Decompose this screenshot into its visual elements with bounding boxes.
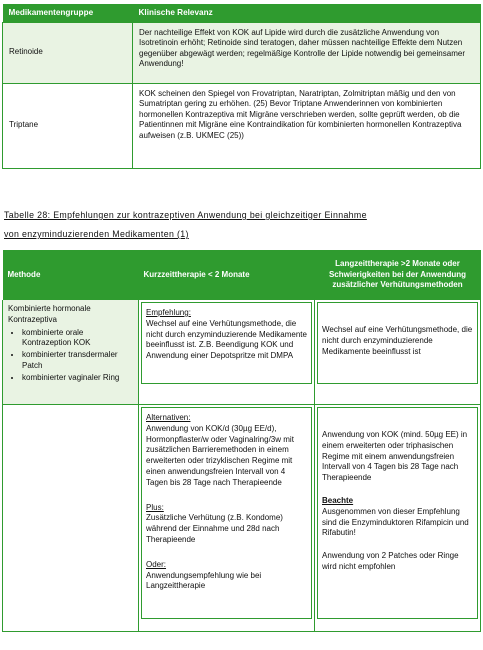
method-cell bbox=[3, 300, 139, 405]
table-caption bbox=[4, 206, 482, 244]
caption-line-2: von enzyminduzierenden Medikamenten (1) bbox=[4, 229, 189, 239]
group-cell: Triptane bbox=[3, 83, 133, 168]
oder-text: Anwendungsempfehlung wie bei Langzeittherapie bbox=[146, 570, 262, 591]
long-term-cell bbox=[315, 300, 481, 405]
plus-heading: Plus: bbox=[146, 502, 164, 512]
list-item: • kombinierte orale Kontrazeption KOK bbox=[22, 328, 133, 350]
table-row bbox=[3, 83, 481, 168]
list-item: • kombinierter vaginaler Ring bbox=[22, 373, 133, 384]
list-item: • kombinierter transdermaler Patch bbox=[22, 350, 133, 372]
long-term-text: Wechsel auf eine Verhütungsmethode, die nicht durch enzyminduzierende Medikamente beeinflusst ist bbox=[322, 325, 473, 356]
long-term-box bbox=[317, 407, 478, 619]
header-kurzzeittherapie: Kurzzeittherapie < 2 Monate bbox=[139, 250, 315, 300]
method-cell-empty bbox=[3, 405, 139, 632]
empfehlung-heading: Empfehlung: bbox=[146, 308, 191, 317]
header-methode: Methode bbox=[3, 250, 139, 300]
recommendation-box bbox=[141, 302, 312, 384]
method-list bbox=[8, 328, 133, 384]
caption-line-1: Tabelle 28: Empfehlungen zur kontrazeptiven Anwendung bei gleichzeitiger Einnahme bbox=[4, 210, 367, 220]
interaction-table bbox=[2, 4, 481, 169]
group-cell: Retinoide bbox=[3, 22, 133, 83]
relevance-cell: Der nachteilige Effekt von KOK auf Lipide wird durch die zusätzliche Anwendung von Isotretinoin erhöht; Retinoide sind teratogen, daher müssen nachteilige Effekte dem Nutzen gegenüber abgewägt werden; regelmäßige Kontrolle der Lipide notwendig bei gemeinsamer Anwendung! bbox=[133, 22, 481, 83]
alternativen-text: Anwendung von KOK/d (30µg EE/d), Hormonpflaster/w oder Vaginalring/3w mit zusätzlichen Barrieremethoden in einem erweiterten oder trizyklischen Regime mit einen anwendungsfreien Intervall von 4 Tagen bis 28 Tage nach Therapieende bbox=[146, 423, 294, 487]
header-langzeittherapie: Langzeittherapie >2 Monate oder Schwierigkeiten bei der Anwendung zusätzlicher Verhütungsmethoden bbox=[315, 250, 481, 300]
empfehlung-text: Wechsel auf eine Verhütungsmethode, die nicht durch enzyminduzierende Medikamente beeinflusst ist. Z.B. Beendigung KOK und Anwendung einer Depotspritze mit DMPA bbox=[146, 318, 307, 361]
alternatives-box bbox=[141, 407, 312, 619]
short-term-cell bbox=[139, 300, 315, 405]
recommendation-box bbox=[317, 302, 478, 384]
recommendation-table bbox=[2, 250, 481, 632]
header-klinische-relevanz: Klinische Relevanz bbox=[133, 4, 481, 22]
table-row bbox=[3, 22, 481, 83]
long-term-text-1: Anwendung von KOK (mind. 50µg EE) in einem erweiterten oder triphasischen Regime mit einem anwendungsfreien Intervall von 4 Tagen bis 28 Tage nach Therapieende bbox=[322, 430, 468, 483]
plus-text: Zusätzliche Verhütung (z.B. Kondome) während der Einnahme und 28d nach Therapieende bbox=[146, 513, 283, 544]
beachte-text: Ausgenommen von dieser Empfehlung sind die Enzyminduktoren Rifampicin und Rifabutin! bbox=[322, 506, 469, 538]
short-term-cell bbox=[139, 405, 315, 632]
relevance-cell: KOK scheinen den Spiegel von Frovatriptan, Naratriptan, Zolmitriptan mäßig und den von Sumatriptan gering zu erhöhen. (25) Bevor Triptane Anwenderinnen von kombinierten hormonellen Kontrazeptiva mit Migräne verschrieben werden, sollte geprüft werden, ob die Patientinnen mit Migräne eine Kontraindikation für kombinierten hormonellen Kontrazeptiva aufweisen (z.B. UKMEC (25)) bbox=[133, 83, 481, 168]
long-term-cell bbox=[315, 405, 481, 632]
beachte-heading: Beachte bbox=[322, 495, 354, 505]
oder-heading: Oder: bbox=[146, 559, 167, 569]
alternativen-heading: Alternativen: bbox=[146, 413, 191, 422]
table-row bbox=[3, 300, 481, 405]
table-row bbox=[3, 405, 481, 632]
long-term-text-2: Anwendung von 2 Patches oder Ringe wird nicht empfohlen bbox=[322, 551, 459, 571]
header-medikamentengruppe: Medikamentengruppe bbox=[3, 4, 133, 22]
method-title: Kombinierte hormonale Kontrazeptiva bbox=[8, 304, 91, 324]
